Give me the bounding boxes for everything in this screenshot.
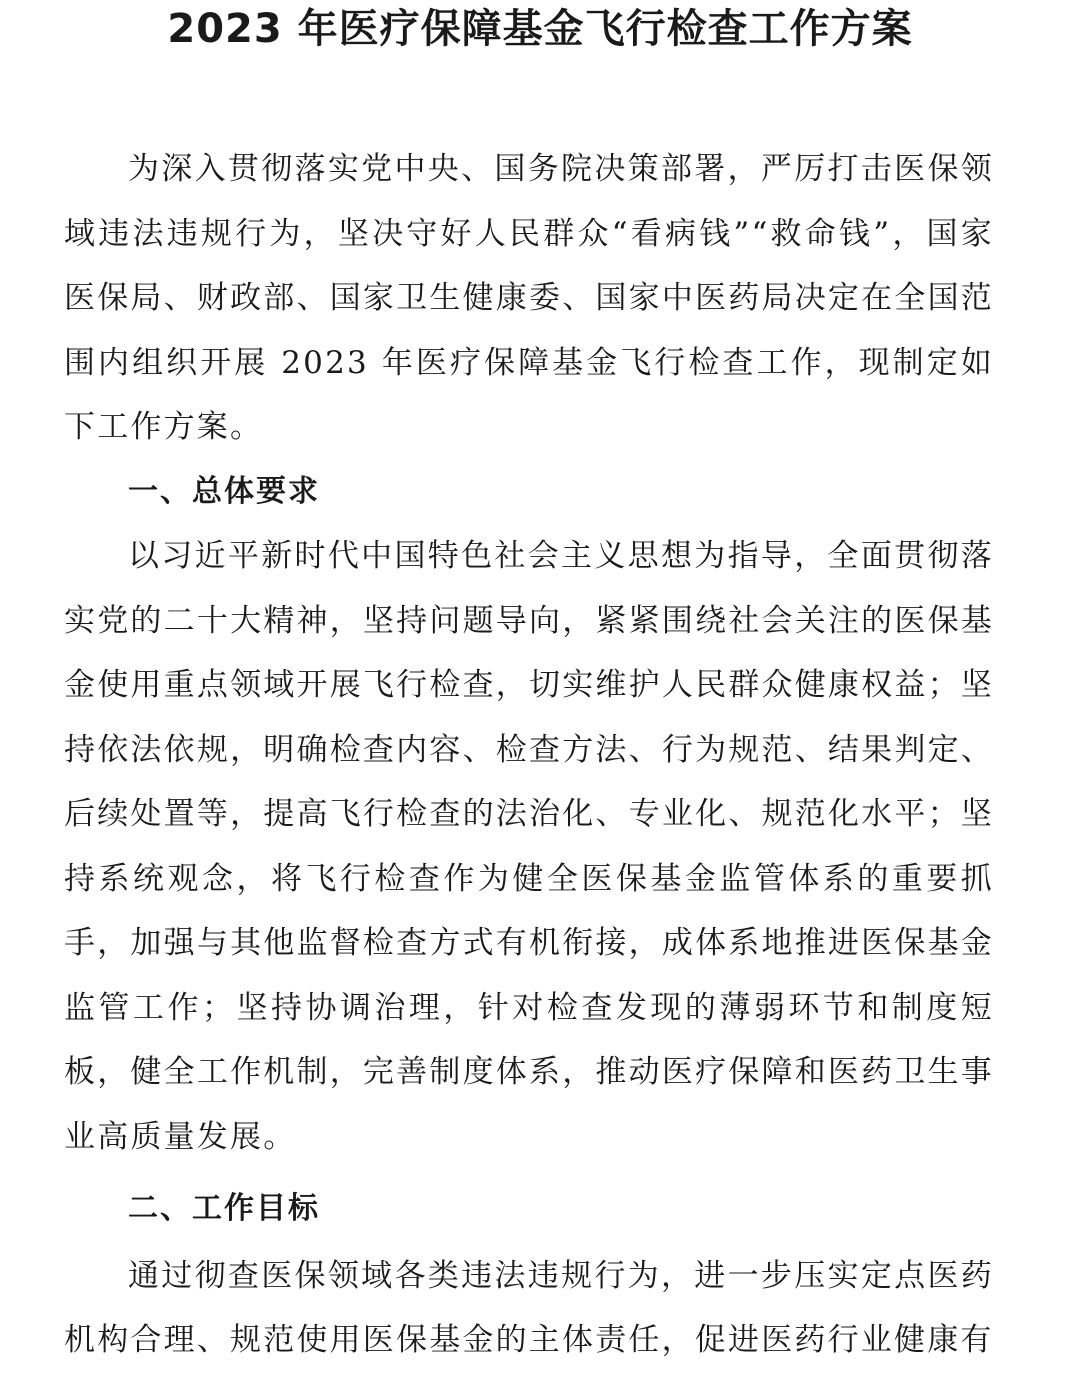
document-title: 2023 年医疗保障基金飞行检查工作方案	[167, 6, 913, 52]
section-heading: 一、总体要求	[128, 473, 320, 509]
intro-paragraph: 为深入贯彻落实党中央、国务院决策部署，严厉打击医保领域违法违规行为，坚决守好人民群众“看病钱”“救命钱”，国家医保局、财政部、国家卫生健康委、国家中医药局决定在全国范围内组织开展 2023 年医疗保障基金飞行检查工作，现制定如下工作方案。	[64, 151, 994, 445]
section-paragraph: 通过彻查医保领域各类违法违规行为，进一步压实定点医药机构合理、规范使用医保基金的主体责任，促进医药行业健康有	[64, 1257, 994, 1358]
section-general-requirements	[64, 460, 994, 1170]
section-paragraph: 以习近平新时代中国特色社会主义思想为指导，全面贯彻落实党的二十大精神，坚持问题导向，紧紧围绕社会关注的医保基金使用重点领域开展飞行检查，切实维护人民群众健康权益；坚持依法依规，明确检查内容、检查方法、行为规范、结果判定、后续处置等，提高飞行检查的法治化、专业化、规范化水平；坚持系统观念，将飞行检查作为健全医保基金监管体系的重要抓手，加强与其他监督检查方式有机衔接，成体系地推进医保基金监管工作；坚持协调治理，针对检查发现的薄弱环节和制度短板，健全工作机制，完善制度体系，推动医疗保障和医药卫生事业高质量发展。	[64, 538, 994, 1155]
section-work-objectives	[64, 1177, 994, 1373]
section-heading: 二、工作目标	[128, 1191, 320, 1226]
document-body	[64, 137, 994, 1373]
